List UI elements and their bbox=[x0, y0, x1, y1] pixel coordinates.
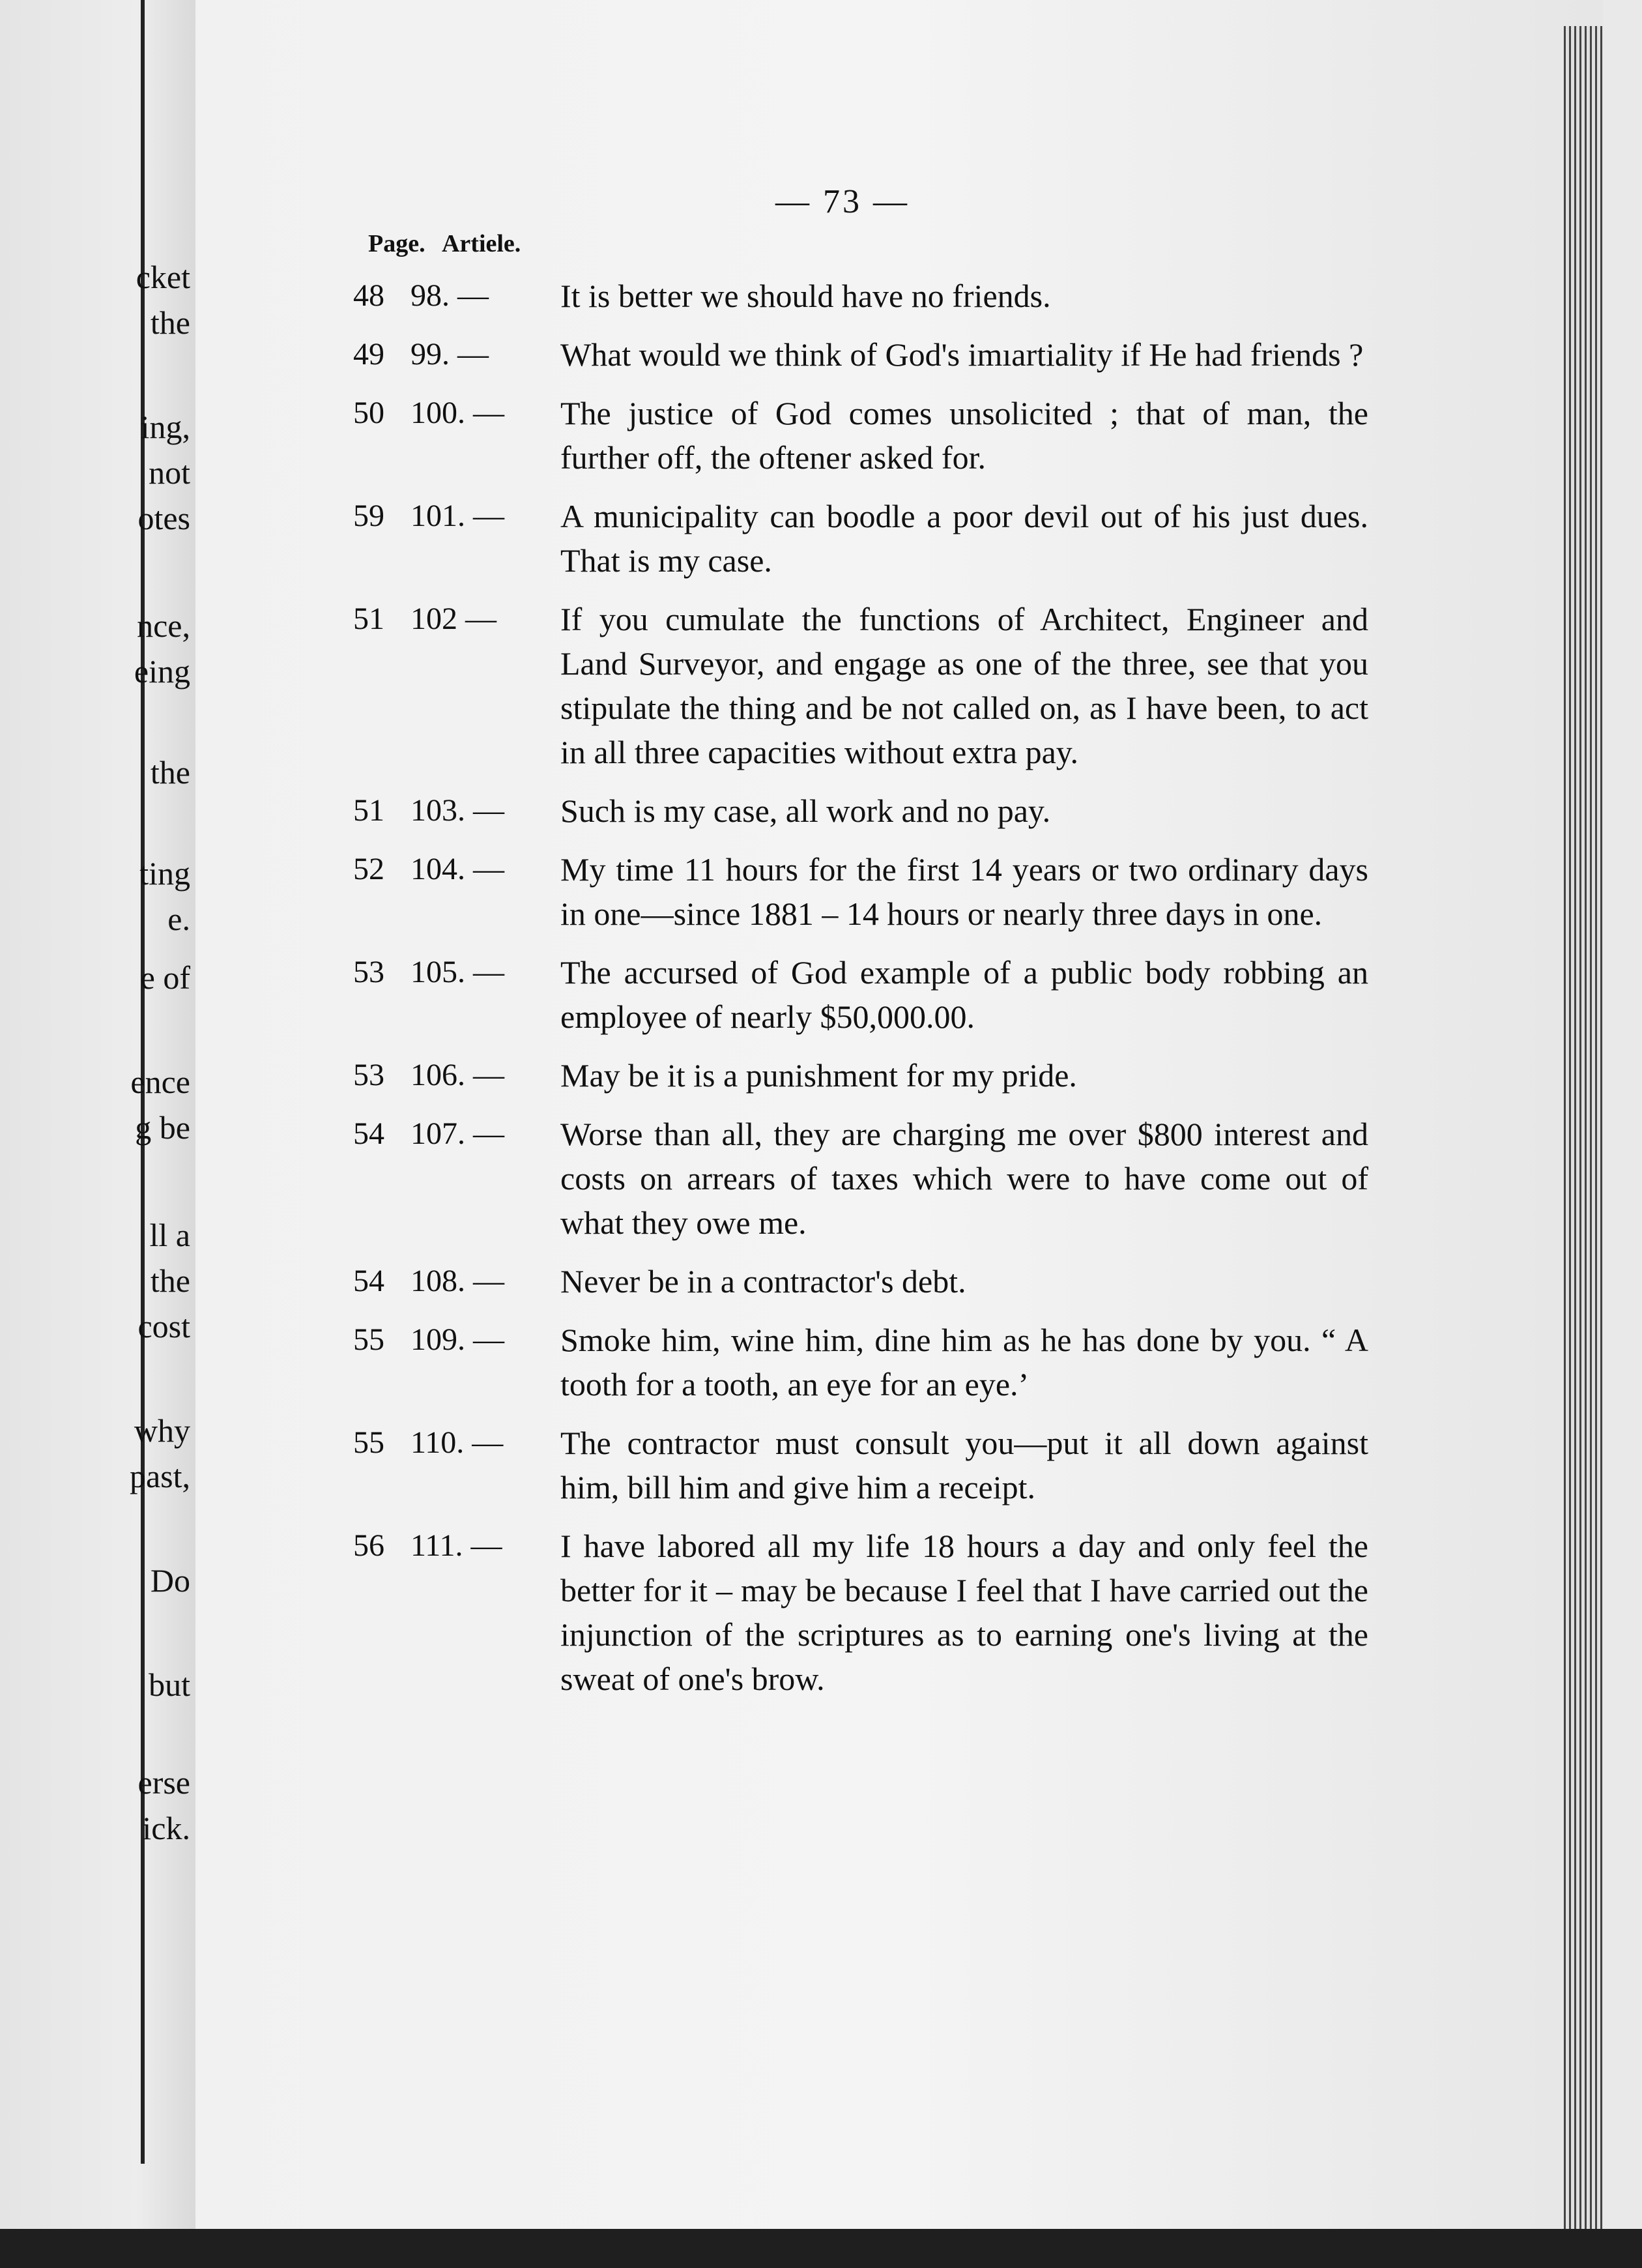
list-item bbox=[313, 1318, 1368, 1406]
left-page-text: ing, bbox=[140, 409, 190, 445]
list-item bbox=[313, 391, 1368, 480]
left-page-fragment bbox=[0, 0, 199, 2268]
entry-text: A municipality can boodle a poor devil out of his just dues. That is my case. bbox=[560, 498, 1368, 579]
entry-page: 54 bbox=[353, 1116, 384, 1151]
list-item bbox=[313, 1421, 1368, 1509]
entry-page: 56 bbox=[353, 1528, 384, 1563]
list-item bbox=[313, 1053, 1368, 1098]
entry-article: 111. — bbox=[410, 1528, 502, 1563]
entry-text: It is better we should have no friends. bbox=[560, 278, 1051, 314]
entry-page: 54 bbox=[353, 1264, 384, 1298]
entry-text: My time 11 hours for the first 14 years or two ordinary days in one—since 1881 – 14 hours or nearly three days in one. bbox=[560, 851, 1368, 932]
entry-article: 107. — bbox=[410, 1116, 504, 1151]
entry-article: 104. — bbox=[410, 852, 504, 886]
left-page-text: why bbox=[134, 1412, 190, 1449]
left-page-text: ence bbox=[130, 1064, 190, 1100]
entry-text: Worse than all, they are charging me over $800 interest and costs on arrears of taxes which were to have come out of what they owe me. bbox=[560, 1116, 1368, 1241]
left-page-text: otes bbox=[137, 500, 190, 536]
entry-page: 50 bbox=[353, 396, 384, 430]
column-heading-page: Page. bbox=[368, 230, 425, 257]
list-item bbox=[313, 274, 1368, 318]
left-page-text: cket bbox=[136, 259, 190, 295]
entry-page: 59 bbox=[353, 499, 384, 533]
page-edges bbox=[1564, 26, 1603, 2255]
article-list bbox=[313, 274, 1368, 1715]
entry-article: 101. — bbox=[410, 499, 504, 533]
entry-text: Smoke him, wine him, dine him as he has done by you. “ A tooth for a tooth, an eye for an eye.’ bbox=[560, 1322, 1368, 1403]
scan-bottom-border bbox=[0, 2229, 1642, 2268]
entry-text: What would we think of God's imıartiality if He had friends ? bbox=[560, 336, 1364, 373]
list-item bbox=[313, 1112, 1368, 1245]
entry-article: 108. — bbox=[410, 1264, 504, 1298]
left-page-text: cost bbox=[137, 1308, 190, 1345]
left-page-text: the bbox=[150, 304, 190, 341]
entry-text: Such is my case, all work and no pay. bbox=[560, 792, 1051, 829]
entry-page: 53 bbox=[353, 1058, 384, 1092]
list-item bbox=[313, 494, 1368, 583]
entry-page: 49 bbox=[353, 337, 384, 371]
entry-page: 53 bbox=[353, 955, 384, 989]
left-page-text: ll a bbox=[149, 1217, 190, 1253]
entry-article: 102 — bbox=[410, 602, 497, 636]
left-page-text: ick. bbox=[142, 1810, 190, 1846]
page-number: — 73 — bbox=[775, 183, 910, 220]
entry-text: The justice of God comes unsolicited ; that of man, the further off, the oftener asked for. bbox=[560, 395, 1368, 476]
left-page-text: the bbox=[150, 1262, 190, 1299]
entry-article: 100. — bbox=[410, 396, 504, 430]
list-item bbox=[313, 847, 1368, 936]
entry-text: If you cumulate the functions of Architect, Engineer and Land Surveyor, and engage as one of the three, see that you stipulate the thing and be not called on, as I have been, to act in all three capacities without extra pay. bbox=[560, 601, 1368, 770]
entry-page: 48 bbox=[353, 278, 384, 313]
entry-page: 52 bbox=[353, 852, 384, 886]
entry-article: 106. — bbox=[410, 1058, 504, 1092]
entry-page: 55 bbox=[353, 1425, 384, 1460]
left-page-text: not bbox=[149, 454, 190, 491]
entry-article: 109. — bbox=[410, 1322, 504, 1357]
list-item bbox=[313, 1524, 1368, 1701]
left-page-text: erse bbox=[137, 1764, 190, 1801]
entry-article: 105. — bbox=[410, 955, 504, 989]
list-item bbox=[313, 1259, 1368, 1303]
entry-page: 51 bbox=[353, 793, 384, 828]
left-page-text: ting bbox=[139, 855, 190, 892]
entry-text: The contractor must consult you—put it all down against him, bill him and give him a receipt. bbox=[560, 1425, 1368, 1505]
entry-text: May be it is a punishment for my pride. bbox=[560, 1057, 1077, 1094]
list-item bbox=[313, 789, 1368, 833]
left-page-text: e of bbox=[140, 959, 190, 996]
left-page-text: the bbox=[150, 754, 190, 791]
list-item bbox=[313, 332, 1368, 377]
left-page-text: g be bbox=[135, 1109, 190, 1146]
column-heading-article: Artiele. bbox=[441, 230, 521, 257]
entry-text: The accursed of God example of a public body robbing an employee of nearly $50,000.00. bbox=[560, 954, 1368, 1035]
left-page-text: eing bbox=[134, 653, 190, 690]
entry-article: 103. — bbox=[410, 793, 504, 828]
left-page-text: but bbox=[149, 1666, 190, 1703]
entry-page: 55 bbox=[353, 1322, 384, 1357]
left-page-text: e. bbox=[167, 901, 190, 937]
left-page-text: nce, bbox=[137, 607, 190, 644]
left-page-text: Do bbox=[150, 1562, 190, 1599]
list-item bbox=[313, 950, 1368, 1039]
entry-article: 99. — bbox=[410, 337, 489, 371]
column-headings bbox=[368, 229, 532, 258]
entry-text: Never be in a contractor's debt. bbox=[560, 1263, 966, 1300]
entry-page: 51 bbox=[353, 602, 384, 636]
entry-article: 110. — bbox=[410, 1425, 504, 1460]
list-item bbox=[313, 597, 1368, 774]
left-page-text: past, bbox=[129, 1458, 190, 1494]
entry-article: 98. — bbox=[410, 278, 489, 313]
entry-text: I have labored all my life 18 hours a day and only feel the better for it – may be because I feel that I have carried out the injunction of the scriptures as to earning one's living at the sweat of one's brow. bbox=[560, 1528, 1368, 1697]
